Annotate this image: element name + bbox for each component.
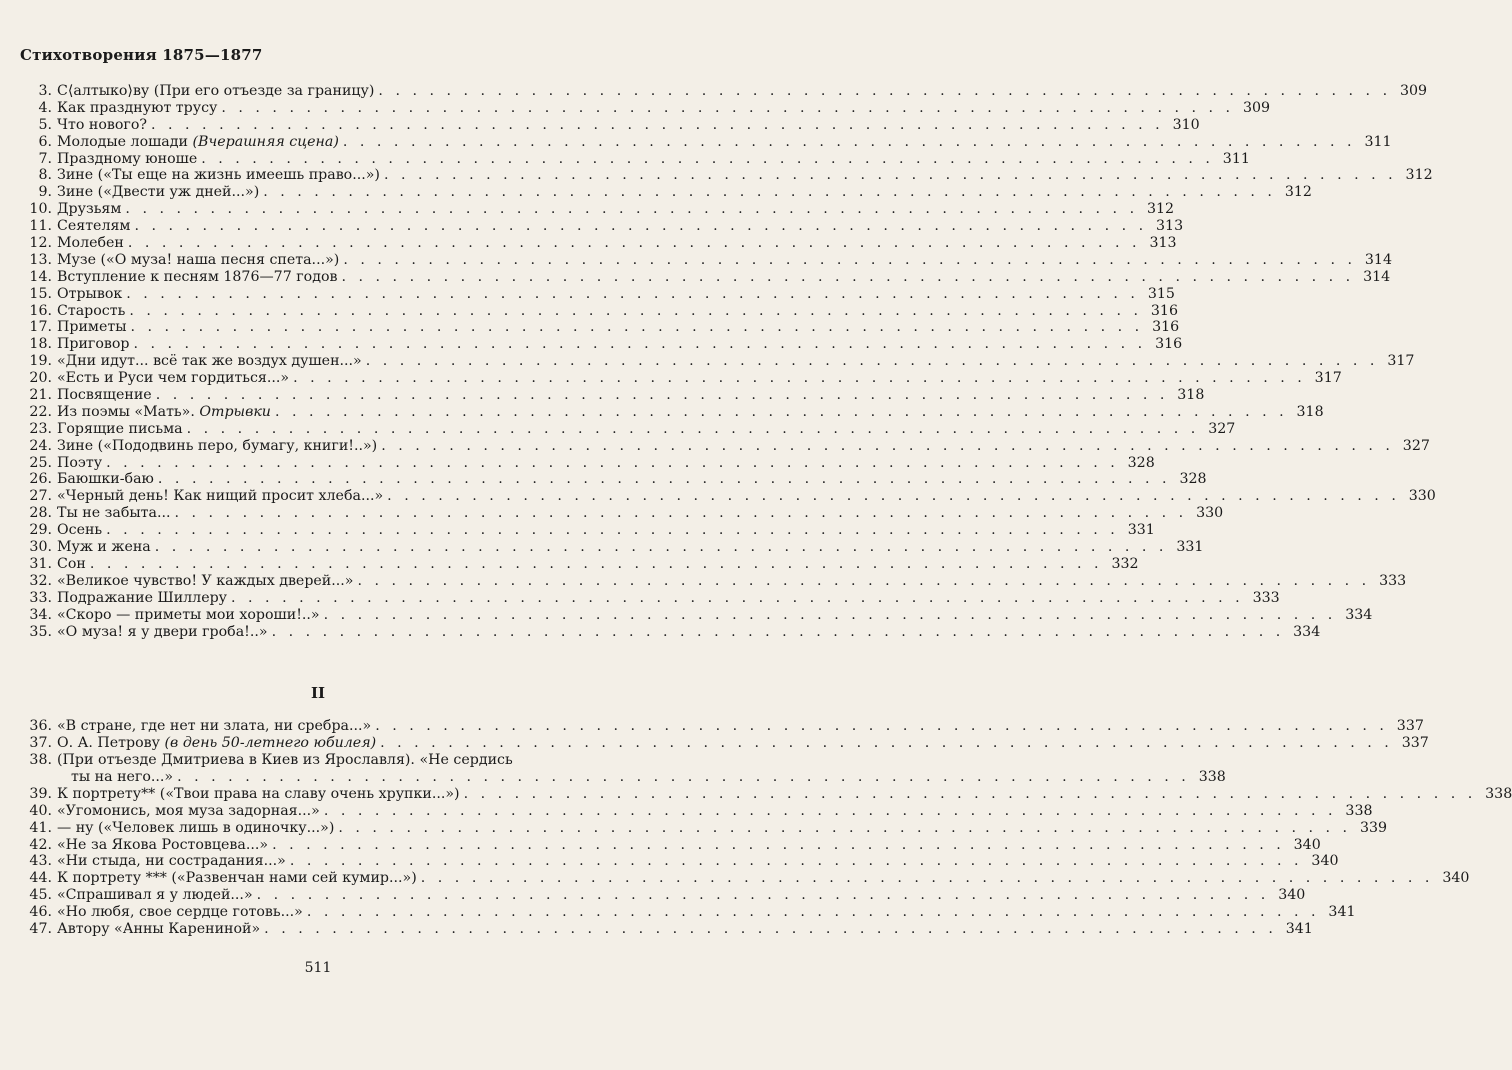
entry-page: 340 [1278,887,1306,904]
toc-entry [22,819,1388,837]
toc-entry [22,133,1392,151]
entry-number: 28. [29,505,52,522]
leader-dots: . . . . . . . . . . . . . . . . . . . . . . . . . . . . . . . . . . . . . . . . . . . . . . . . . . . . . . . . . . . . [155,387,1169,404]
entry-number: 16. [29,302,52,319]
toc-entry [22,268,1391,286]
leader-dots: . . . . . . . . . . . . . . . . . . . . . . . . . . . . . . . . . . . . . . . . . . . . . . . . . . . . . . . . . . . . [380,734,1393,751]
entry-title: Горящие письма [57,420,183,437]
entry-title: «Скоро — приметы мои хороши!..» [57,606,320,623]
entry-number: 41. [29,819,52,836]
leader-dots: . . . . . . . . . . . . . . . . . . . . . . . . . . . . . . . . . . . . . . . . . . . . . . . . . . . . . . . . . . . . [343,251,1356,268]
toc-list-part-1 [22,83,1436,640]
entry-number: 45. [29,887,52,904]
entry-title: Поэту [57,454,103,471]
leader-dots: . . . . . . . . . . . . . . . . . . . . . . . . . . . . . . . . . . . . . . . . . . . . . . . . . . . . . . . . . . . . [177,768,1190,785]
leader-dots: . . . . . . . . . . . . . . . . . . . . . . . . . . . . . . . . . . . . . . . . . . . . . . . . . . . . . . . . . . . . [154,539,1168,556]
toc-entry [22,718,1424,735]
toc-entry [22,184,1312,201]
toc-entry [22,488,1436,505]
leader-dots: . . . . . . . . . . . . . . . . . . . . . . . . . . . . . . . . . . . . . . . . . . . . . . . . . . . . . . . . . . . . [133,336,1147,353]
toc-entry [22,785,1512,803]
toc-entry [22,734,1429,752]
leader-dots: . . . . . . . . . . . . . . . . . . . . . . . . . . . . . . . . . . . . . . . . . . . . . . . . . . . . . . . . . . . . [341,268,1355,285]
toc-entry [22,167,1433,184]
entry-number: 47. [29,920,52,937]
entry-title: Осень [57,522,103,539]
entry-number: 4. [38,99,52,116]
entry-number: 14. [29,268,52,285]
leader-dots: . . . . . . . . . . . . . . . . . . . . . . . . . . . . . . . . . . . . . . . . . . . . . . . . . . . . . . . . . . . . [150,116,1164,133]
entry-page: 328 [1179,471,1207,488]
entry-title: Друзьям [57,201,122,218]
leader-dots: . . . . . . . . . . . . . . . . . . . . . . . . . . . . . . . . . . . . . . . . . . . . . . . . . . . . . . . . . . . . [174,505,1188,522]
entry-page: 314 [1364,251,1392,268]
entry-page: 313 [1156,218,1184,235]
entry-page: 339 [1359,819,1388,836]
entry-subtitle: (Вчерашняя сцена) [192,133,339,150]
leader-dots: . . . . . . . . . . . . . . . . . . . . . . . . . . . . . . . . . . . . . . . . . . . . . . . . . . . . . . . . . . . . [271,623,1285,640]
toc-entry [22,606,1373,624]
leader-dots: . . . . . . . . . . . . . . . . . . . . . . . . . . . . . . . . . . . . . . . . . . . . . . . . . . . . . . . . . . . . [201,150,1214,167]
toc-entry [22,471,1207,488]
leader-dots: . . . . . . . . . . . . . . . . . . . . . . . . . . . . . . . . . . . . . . . . . . . . . . . . . . . . . . . . . . . . [134,218,1148,235]
entry-page: 316 [1152,319,1180,336]
entry-page: 338 [1485,785,1512,802]
page-number: 511 [304,960,332,976]
entry-number: 22. [29,403,52,420]
leader-dots: . . . . . . . . . . . . . . . . . . . . . . . . . . . . . . . . . . . . . . . . . . . . . . . . . . . . . . . . . . . . [338,819,1352,836]
entry-page: 312 [1147,201,1175,218]
entry-number: 21. [29,387,52,404]
entry-number: 36. [29,718,52,734]
toc-entry [22,83,1428,100]
entry-page: 330 [1408,488,1436,505]
leader-dots: . . . . . . . . . . . . . . . . . . . . . . . . . . . . . . . . . . . . . . . . . . . . . . . . . . . . . . . . . . . . [375,718,1388,734]
toc-entry [22,920,1313,938]
entry-title: Автору «Анны Карениной» [57,920,261,937]
entry-page: 341 [1285,920,1313,937]
entry-number: 26. [29,471,52,488]
toc-entry [22,319,1180,336]
entry-page: 311 [1222,150,1250,167]
entry-title: Молебен [57,235,124,252]
leader-dots: . . . . . . . . . . . . . . . . . . . . . . . . . . . . . . . . . . . . . . . . . . . . . . . . . . . . . . . . . . . . [289,853,1303,870]
entry-page: 316 [1155,336,1183,353]
entry-subtitle: (в день 50-летнего юбилея) [164,734,377,751]
entry-page: 318 [1296,403,1324,420]
toc-entry [22,870,1470,887]
entry-page: 334 [1345,606,1373,623]
entry-title: «Черный день! Как нищий просит хлеба...» [57,488,384,505]
entry-number: 8. [38,167,52,184]
toc-entry [22,887,1306,904]
entry-page: 313 [1149,235,1177,252]
leader-dots: . . . . . . . . . . . . . . . . . . . . . . . . . . . . . . . . . . . . . . . . . . . . . . . . . . . . . . . . . . . . [231,589,1244,606]
entry-title: «Не за Якова Ростовцева...» [57,836,269,853]
toc-entry [22,302,1178,320]
entry-title: «О муза! я у двери гроба!..» [57,623,268,640]
entry-title: Отрывок [57,285,123,302]
leader-dots: . . . . . . . . . . . . . . . . . . . . . . . . . . . . . . . . . . . . . . . . . . . . . . . . . . . . . . . . . . . . [383,167,1397,184]
entry-number: 7. [38,150,52,167]
leader-dots: . . . . . . . . . . . . . . . . . . . . . . . . . . . . . . . . . . . . . . . . . . . . . . . . . . . . . . . . . . . . [129,302,1142,319]
entry-page: 327 [1208,420,1236,437]
entry-title: ты на него...» [71,768,174,785]
entry-number: 31. [29,555,52,572]
entry-page: 330 [1196,505,1224,522]
entry-title: «Но любя, свое сердце готовь...» [57,904,303,921]
section-heading: Стихотворения 1875—1877 [20,46,263,64]
entry-number: 44. [29,870,52,887]
toc-entry [22,403,1324,421]
toc-entry [22,201,1175,218]
entry-title: (При отъезде Дмитриева в Киев из Ярославля). «Не сердись [57,751,513,768]
toc-entry [22,802,1373,820]
entry-title: Музе («О муза! наша песня спета...») [57,251,340,268]
entry-page: 337 [1401,734,1429,751]
entry-page: 338 [1198,768,1226,785]
toc-entry [22,116,1200,134]
toc-entry [22,623,1321,641]
entry-number: 10. [29,201,52,218]
entry-page: 331 [1127,522,1155,539]
entry-title: «Великое чувство! У каждых дверей...» [57,572,354,589]
entry-title: К портрету** («Твои права на славу очень хрупки...») [57,785,460,802]
leader-dots: . . . . . . . . . . . . . . . . . . . . . . . . . . . . . . . . . . . . . . . . . . . . . . . . . . . . . . . . . . . . [89,555,1103,572]
entry-number: 35. [29,623,52,640]
leader-dots: . . . . . . . . . . . . . . . . . . . . . . . . . . . . . . . . . . . . . . . . . . . . . . . . . . . . . . . . . . . . [381,437,1394,454]
entry-title: Молодые лошади (Вчерашняя сцена) [57,133,339,150]
entry-title: «Спрашивал я у людей...» [57,887,253,904]
entry-title: Праздному юноше [57,150,198,167]
entry-number: 25. [29,454,52,471]
entry-page: 333 [1252,589,1280,606]
part-two-heading: II [310,684,326,702]
entry-page: 331 [1176,539,1204,556]
toc-entry [22,904,1356,921]
entry-number: 39. [29,785,52,802]
toc-entry [22,285,1175,303]
leader-dots: . . . . . . . . . . . . . . . . . . . . . . . . . . . . . . . . . . . . . . . . . . . . . . . . . . . . . . . . . . . . [306,904,1320,921]
toc-entry [22,235,1177,252]
entry-number: 33. [29,589,52,606]
entry-number: 32. [29,572,52,589]
entry-number: 30. [29,539,52,556]
leader-dots: . . . . . . . . . . . . . . . . . . . . . . . . . . . . . . . . . . . . . . . . . . . . . . . . . . . . . . . . . . . . [125,201,1139,218]
leader-dots: . . . . . . . . . . . . . . . . . . . . . . . . . . . . . . . . . . . . . . . . . . . . . . . . . . . . . . . . . . . . [463,785,1477,802]
leader-dots: . . . . . . . . . . . . . . . . . . . . . . . . . . . . . . . . . . . . . . . . . . . . . . . . . . . . . . . . . . . . [126,285,1139,302]
entry-title: Баюшки-баю [57,471,154,488]
toc-entry [22,853,1339,870]
entry-page: 309 [1400,83,1428,99]
entry-page: 309 [1242,99,1271,116]
entry-title: Старость [57,302,126,319]
entry-title: — ну («Человек лишь в одиночку...») [57,819,335,836]
entry-title: Вступление к песням 1876—77 годов [57,268,338,285]
entry-page: 311 [1364,133,1392,150]
entry-title: Что нового? [57,116,147,133]
entry-subtitle: Отрывки [199,403,271,420]
toc-entry [22,555,1139,573]
entry-page: 340 [1293,836,1321,853]
entry-title: Как празднуют трусу [57,99,218,116]
entry-page: 340 [1442,870,1470,887]
entry-title: Сон [57,555,86,572]
leader-dots: . . . . . . . . . . . . . . . . . . . . . . . . . . . . . . . . . . . . . . . . . . . . . . . . . . . . . . . . . . . . [263,184,1276,201]
entry-page: 341 [1328,904,1356,921]
entry-number: 38. [29,751,52,768]
entry-number: 46. [29,904,52,921]
leader-dots: . . . . . . . . . . . . . . . . . . . . . . . . . . . . . . . . . . . . . . . . . . . . . . . . . . . . . . . . . . . . [387,488,1400,505]
toc-entry [22,251,1392,269]
entry-number: 18. [29,336,52,353]
leader-dots: . . . . . . . . . . . . . . . . . . . . . . . . . . . . . . . . . . . . . . . . . . . . . . . . . . . . . . . . . . . . [323,802,1337,819]
entry-page: 332 [1111,555,1139,572]
entry-number: 23. [29,420,52,437]
leader-dots: . . . . . . . . . . . . . . . . . . . . . . . . . . . . . . . . . . . . . . . . . . . . . . . . . . . . . . . . . . . . [357,572,1371,589]
entry-number: 6. [38,133,52,150]
entry-title: Зине («Ты еще на жизнь имеешь право...») [57,167,380,184]
entry-title: С⟨алтыко⟩ву (При его отъезде за границу) [57,83,375,99]
leader-dots: . . . . . . . . . . . . . . . . . . . . . . . . . . . . . . . . . . . . . . . . . . . . . . . . . . . . . . . . . . . . [365,353,1379,370]
entry-page: 333 [1379,572,1407,589]
toc-entry [22,353,1415,370]
entry-page: 340 [1311,853,1339,870]
toc-entry [22,370,1342,387]
leader-dots: . . . . . . . . . . . . . . . . . . . . . . . . . . . . . . . . . . . . . . . . . . . . . . . . . . . . . . . . . . . . [127,235,1141,252]
entry-title: Посвящение [57,387,152,404]
entry-title: Зине («Двести уж дней...») [57,184,260,201]
entry-number: 43. [29,853,52,870]
entry-page: 312 [1405,167,1433,184]
entry-number: 12. [29,235,52,252]
entry-title: Подражание Шиллеру [57,589,228,606]
leader-dots: . . . . . . . . . . . . . . . . . . . . . . . . . . . . . . . . . . . . . . . . . . . . . . . . . . . . . . . . . . . . [221,99,1235,116]
entry-page: 317 [1314,370,1342,387]
entry-number: 34. [29,606,52,623]
toc-entry [22,589,1280,607]
entry-number: 37. [29,734,52,751]
toc-entry [22,539,1204,556]
leader-dots: . . . . . . . . . . . . . . . . . . . . . . . . . . . . . . . . . . . . . . . . . . . . . . . . . . . . . . . . . . . . [342,133,1356,150]
leader-dots: . . . . . . . . . . . . . . . . . . . . . . . . . . . . . . . . . . . . . . . . . . . . . . . . . . . . . . . . . . . . [323,606,1337,623]
entry-number: 42. [29,836,52,853]
entry-title: Приговор [57,336,130,353]
toc-entry [22,420,1236,438]
toc-entry [22,99,1271,117]
entry-page: 316 [1150,302,1178,319]
toc-entry [22,454,1155,472]
entry-number: 5. [38,116,52,133]
entry-page: 327 [1402,437,1430,454]
entry-title: О. А. Петрову (в день 50-летнего юбилея) [57,734,377,751]
leader-dots: . . . . . . . . . . . . . . . . . . . . . . . . . . . . . . . . . . . . . . . . . . . . . . . . . . . . . . . . . . . . [106,522,1119,539]
entry-number: 29. [29,522,52,539]
entry-number: 40. [29,802,52,819]
entry-page: 334 [1293,623,1321,640]
leader-dots: . . . . . . . . . . . . . . . . . . . . . . . . . . . . . . . . . . . . . . . . . . . . . . . . . . . . . . . . . . . . [256,887,1270,904]
toc-entry [22,336,1183,353]
leader-dots: . . . . . . . . . . . . . . . . . . . . . . . . . . . . . . . . . . . . . . . . . . . . . . . . . . . . . . . . . . . . [157,471,1171,488]
leader-dots: . . . . . . . . . . . . . . . . . . . . . . . . . . . . . . . . . . . . . . . . . . . . . . . . . . . . . . . . . . . . [378,83,1392,99]
leader-dots: . . . . . . . . . . . . . . . . . . . . . . . . . . . . . . . . . . . . . . . . . . . . . . . . . . . . . . . . . . . . [420,870,1434,887]
entry-number: 17. [29,319,52,336]
entry-title: Из поэмы «Мать». Отрывки [57,403,271,420]
entry-page: 312 [1284,184,1312,201]
leader-dots: . . . . . . . . . . . . . . . . . . . . . . . . . . . . . . . . . . . . . . . . . . . . . . . . . . . . . . . . . . . . [186,420,1200,437]
entry-page: 318 [1177,387,1205,404]
toc-entry [22,505,1224,522]
entry-number: 20. [29,370,52,387]
entry-number: 9. [38,184,52,201]
entry-page: 310 [1172,116,1200,133]
leader-dots: . . . . . . . . . . . . . . . . . . . . . . . . . . . . . . . . . . . . . . . . . . . . . . . . . . . . . . . . . . . . [130,319,1144,336]
leader-dots: . . . . . . . . . . . . . . . . . . . . . . . . . . . . . . . . . . . . . . . . . . . . . . . . . . . . . . . . . . . . [293,370,1306,387]
entry-number: 19. [29,353,52,370]
entry-title: Сеятелям [57,218,131,235]
toc-entry [22,387,1205,404]
entry-title: «Ни стыда, ни сострадания...» [57,853,286,870]
entry-title: Приметы [57,319,127,336]
entry-title: Зине («Пододвинь перо, бумагу, книги!..») [57,437,378,454]
toc-entry [22,150,1250,168]
entry-title: «Дни идут... всё так же воздух душен...» [57,353,362,370]
entry-title: «В стране, где нет ни злата, ни сребра...» [57,718,372,734]
entry-title: «Угомонись, моя муза задорная...» [57,802,320,819]
leader-dots: . . . . . . . . . . . . . . . . . . . . . . . . . . . . . . . . . . . . . . . . . . . . . . . . . . . . . . . . . . . . [264,920,1277,937]
toc-entry [22,218,1184,235]
entry-title: Муж и жена [57,539,151,556]
toc-entry [22,836,1321,854]
entry-title: К портрету *** («Развенчан нами сей кумир...») [57,870,417,887]
entry-number: 13. [29,251,52,268]
entry-number: 3. [38,83,52,99]
entry-page: 337 [1396,718,1424,734]
toc-list-part-2 [22,718,1512,938]
toc-entry [22,572,1407,590]
entry-title: Ты не забыта... [57,505,171,522]
entry-page: 315 [1147,285,1175,302]
entry-page: 328 [1127,454,1155,471]
entry-page: 338 [1345,802,1373,819]
entry-number: 11. [29,218,52,235]
entry-page: 314 [1363,268,1391,285]
leader-dots: . . . . . . . . . . . . . . . . . . . . . . . . . . . . . . . . . . . . . . . . . . . . . . . . . . . . . . . . . . . . [272,836,1285,853]
leader-dots: . . . . . . . . . . . . . . . . . . . . . . . . . . . . . . . . . . . . . . . . . . . . . . . . . . . . . . . . . . . . [274,403,1288,420]
entry-title: «Есть и Руси чем гордиться...» [57,370,290,387]
entry-page: 317 [1387,353,1415,370]
toc-entry [22,437,1430,455]
toc-entry [22,752,582,769]
entry-number: 15. [29,285,52,302]
toc-entry [22,768,1226,786]
leader-dots: . . . . . . . . . . . . . . . . . . . . . . . . . . . . . . . . . . . . . . . . . . . . . . . . . . . . . . . . . . . . [106,454,1119,471]
entry-number: 27. [29,488,52,505]
toc-entry [22,522,1155,539]
entry-number: 24. [29,437,52,454]
